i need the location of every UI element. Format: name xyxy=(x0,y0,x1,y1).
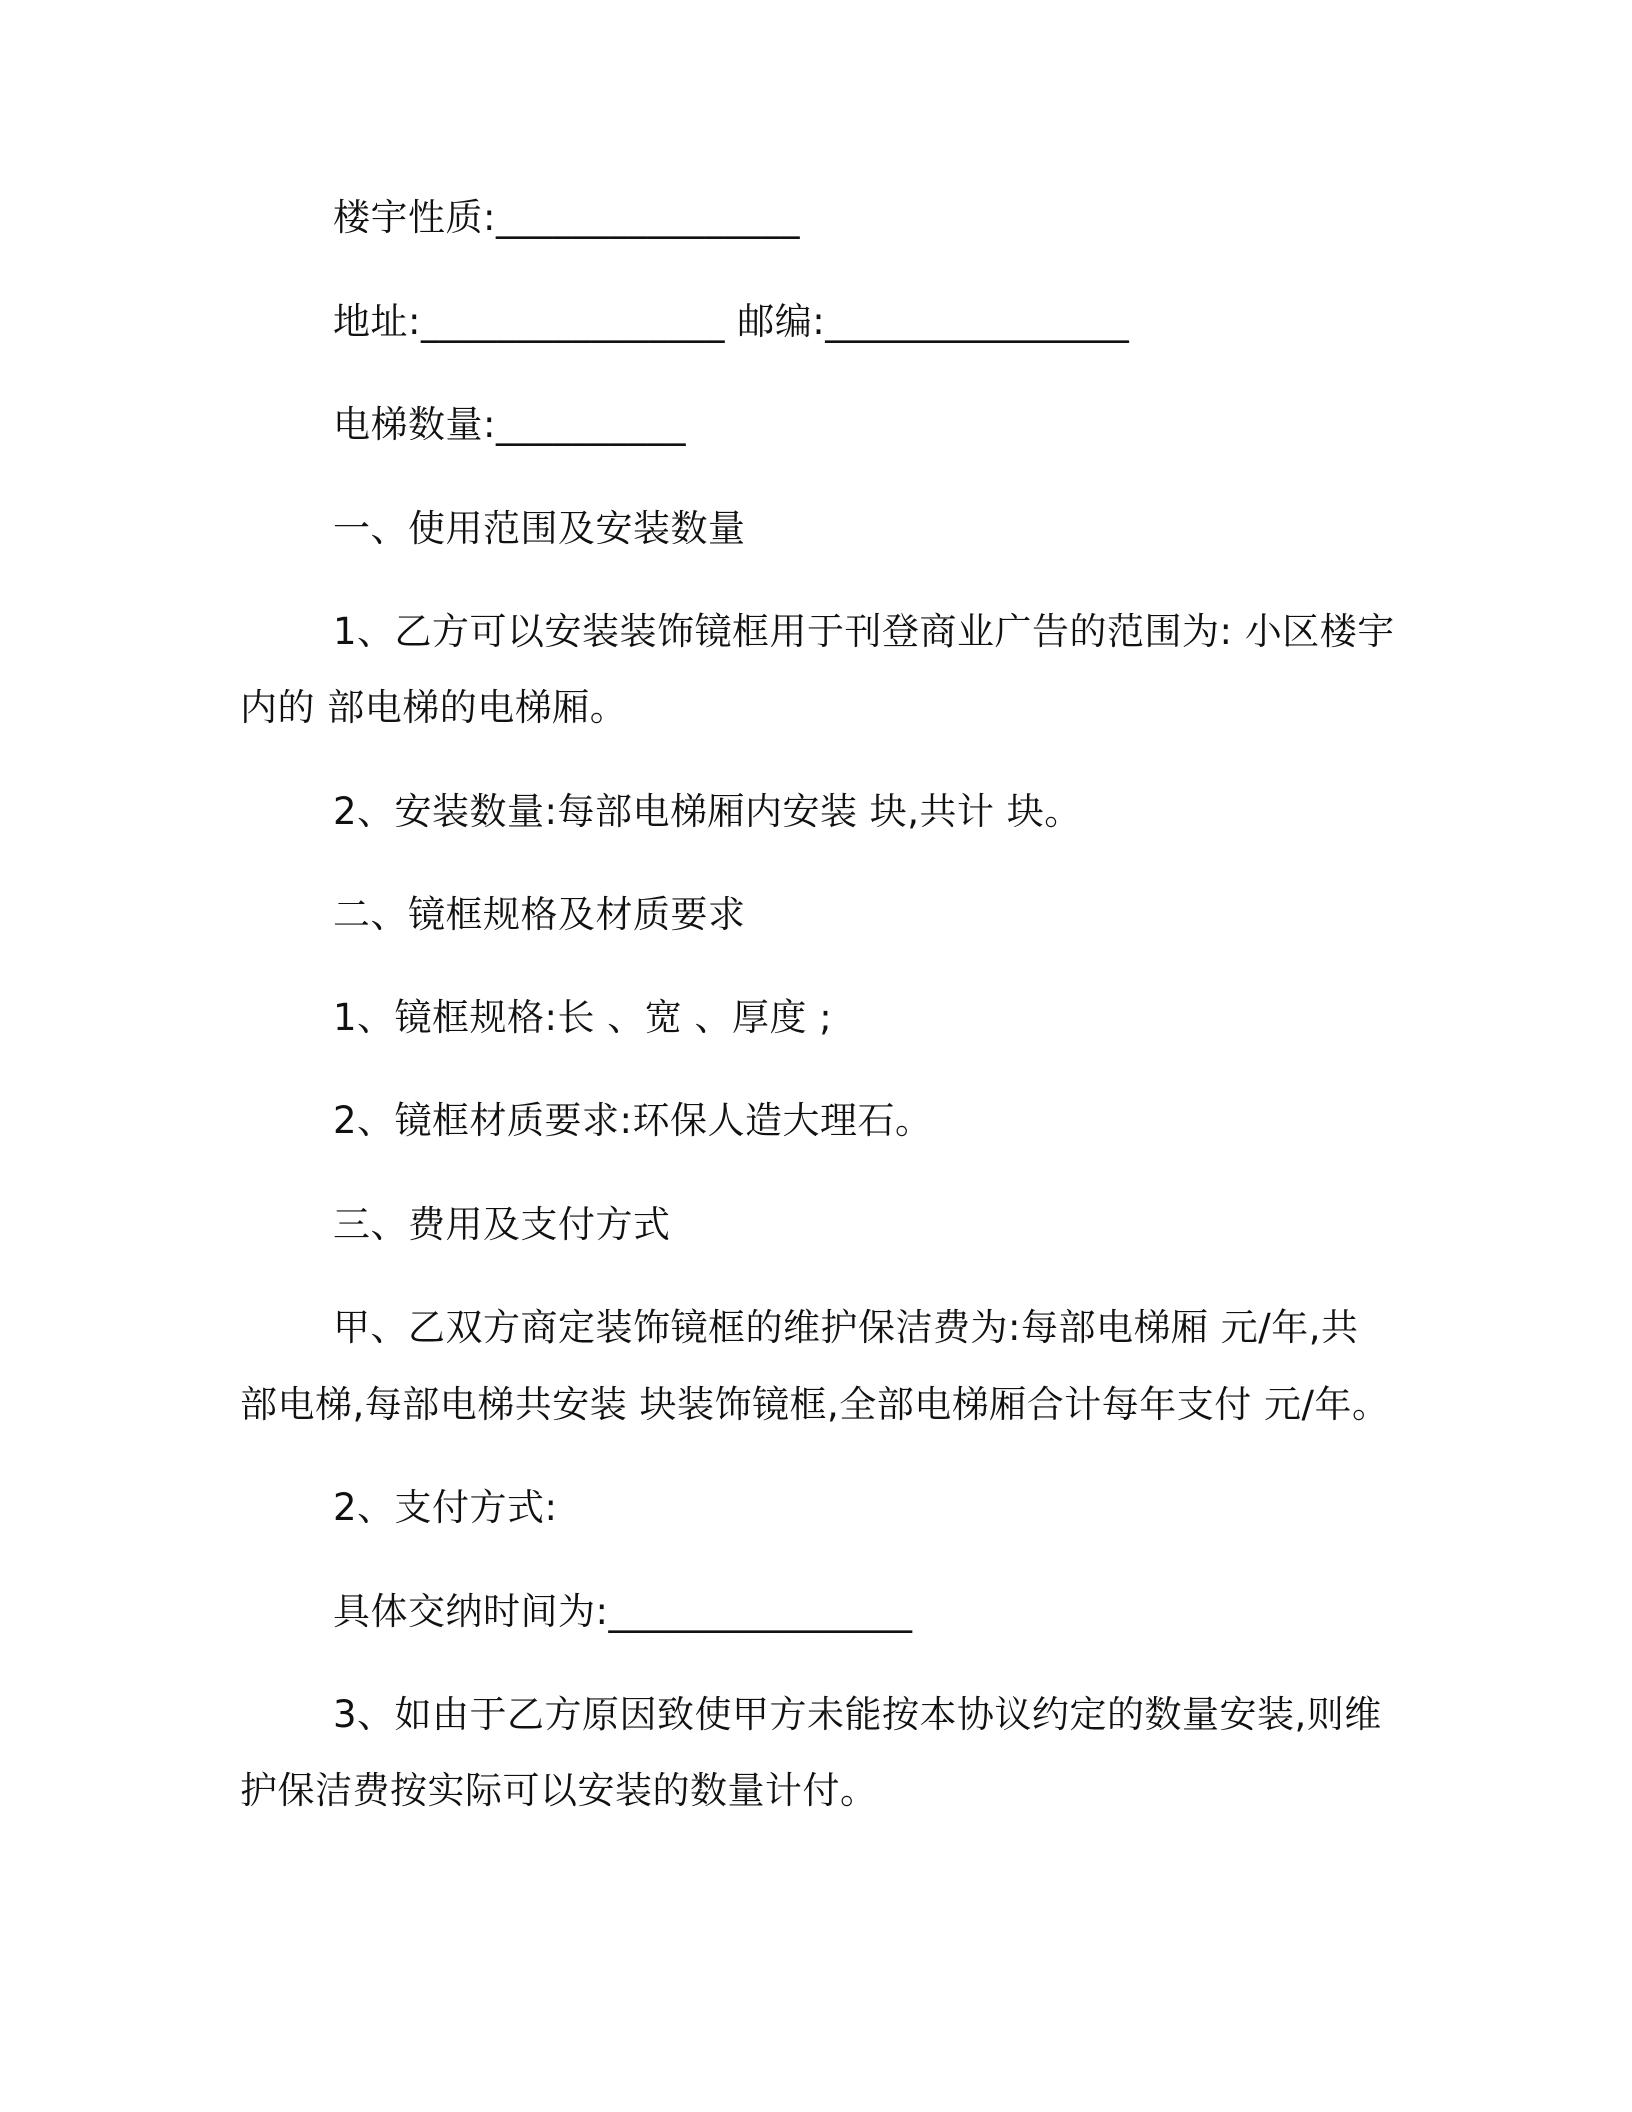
clause-2-2: 2、镜框材质要求:环保人造大理石。 xyxy=(333,1099,933,1142)
clause-1-2: 2、安装数量:每部电梯厢内安装 块,共计 块。 xyxy=(333,790,1082,833)
clause-1-1-line-2: 内的 部电梯的电梯厢。 xyxy=(240,686,628,729)
clause-2-1: 1、镜框规格:长 、宽 、厚度 ; xyxy=(333,996,833,1039)
clause-3-2: 2、支付方式: xyxy=(333,1486,558,1529)
clause-3-3-line-1: 3、如由于乙方原因致使甲方未能按本协议约定的数量安装,则维 xyxy=(333,1693,1382,1736)
elevator-count-field: 电梯数量:__________ xyxy=(333,403,686,446)
section-heading-1: 一、使用范围及安装数量 xyxy=(333,507,746,550)
address-postcode-field: 地址:________________ 邮编:________________ xyxy=(333,300,1130,343)
clause-3-1-line-1: 甲、乙双方商定装饰镜框的维护保洁费为:每部电梯厢 元/年,共 xyxy=(333,1306,1359,1349)
section-heading-3: 三、费用及支付方式 xyxy=(333,1203,671,1246)
building-type-field: 楼宇性质:________________ xyxy=(333,196,800,239)
clause-3-3-line-2: 护保洁费按实际可以安装的数量计付。 xyxy=(240,1769,878,1812)
clause-1-1-line-1: 1、乙方可以安装装饰镜框用于刊登商业广告的范围为: 小区楼宇 xyxy=(333,610,1395,653)
clause-3-1-line-2: 部电梯,每部电梯共安装 块装饰镜框,全部电梯厢合计每年支付 元/年。 xyxy=(240,1383,1390,1426)
section-heading-2: 二、镜框规格及材质要求 xyxy=(333,893,746,936)
payment-time-field: 具体交纳时间为:________________ xyxy=(333,1590,913,1633)
